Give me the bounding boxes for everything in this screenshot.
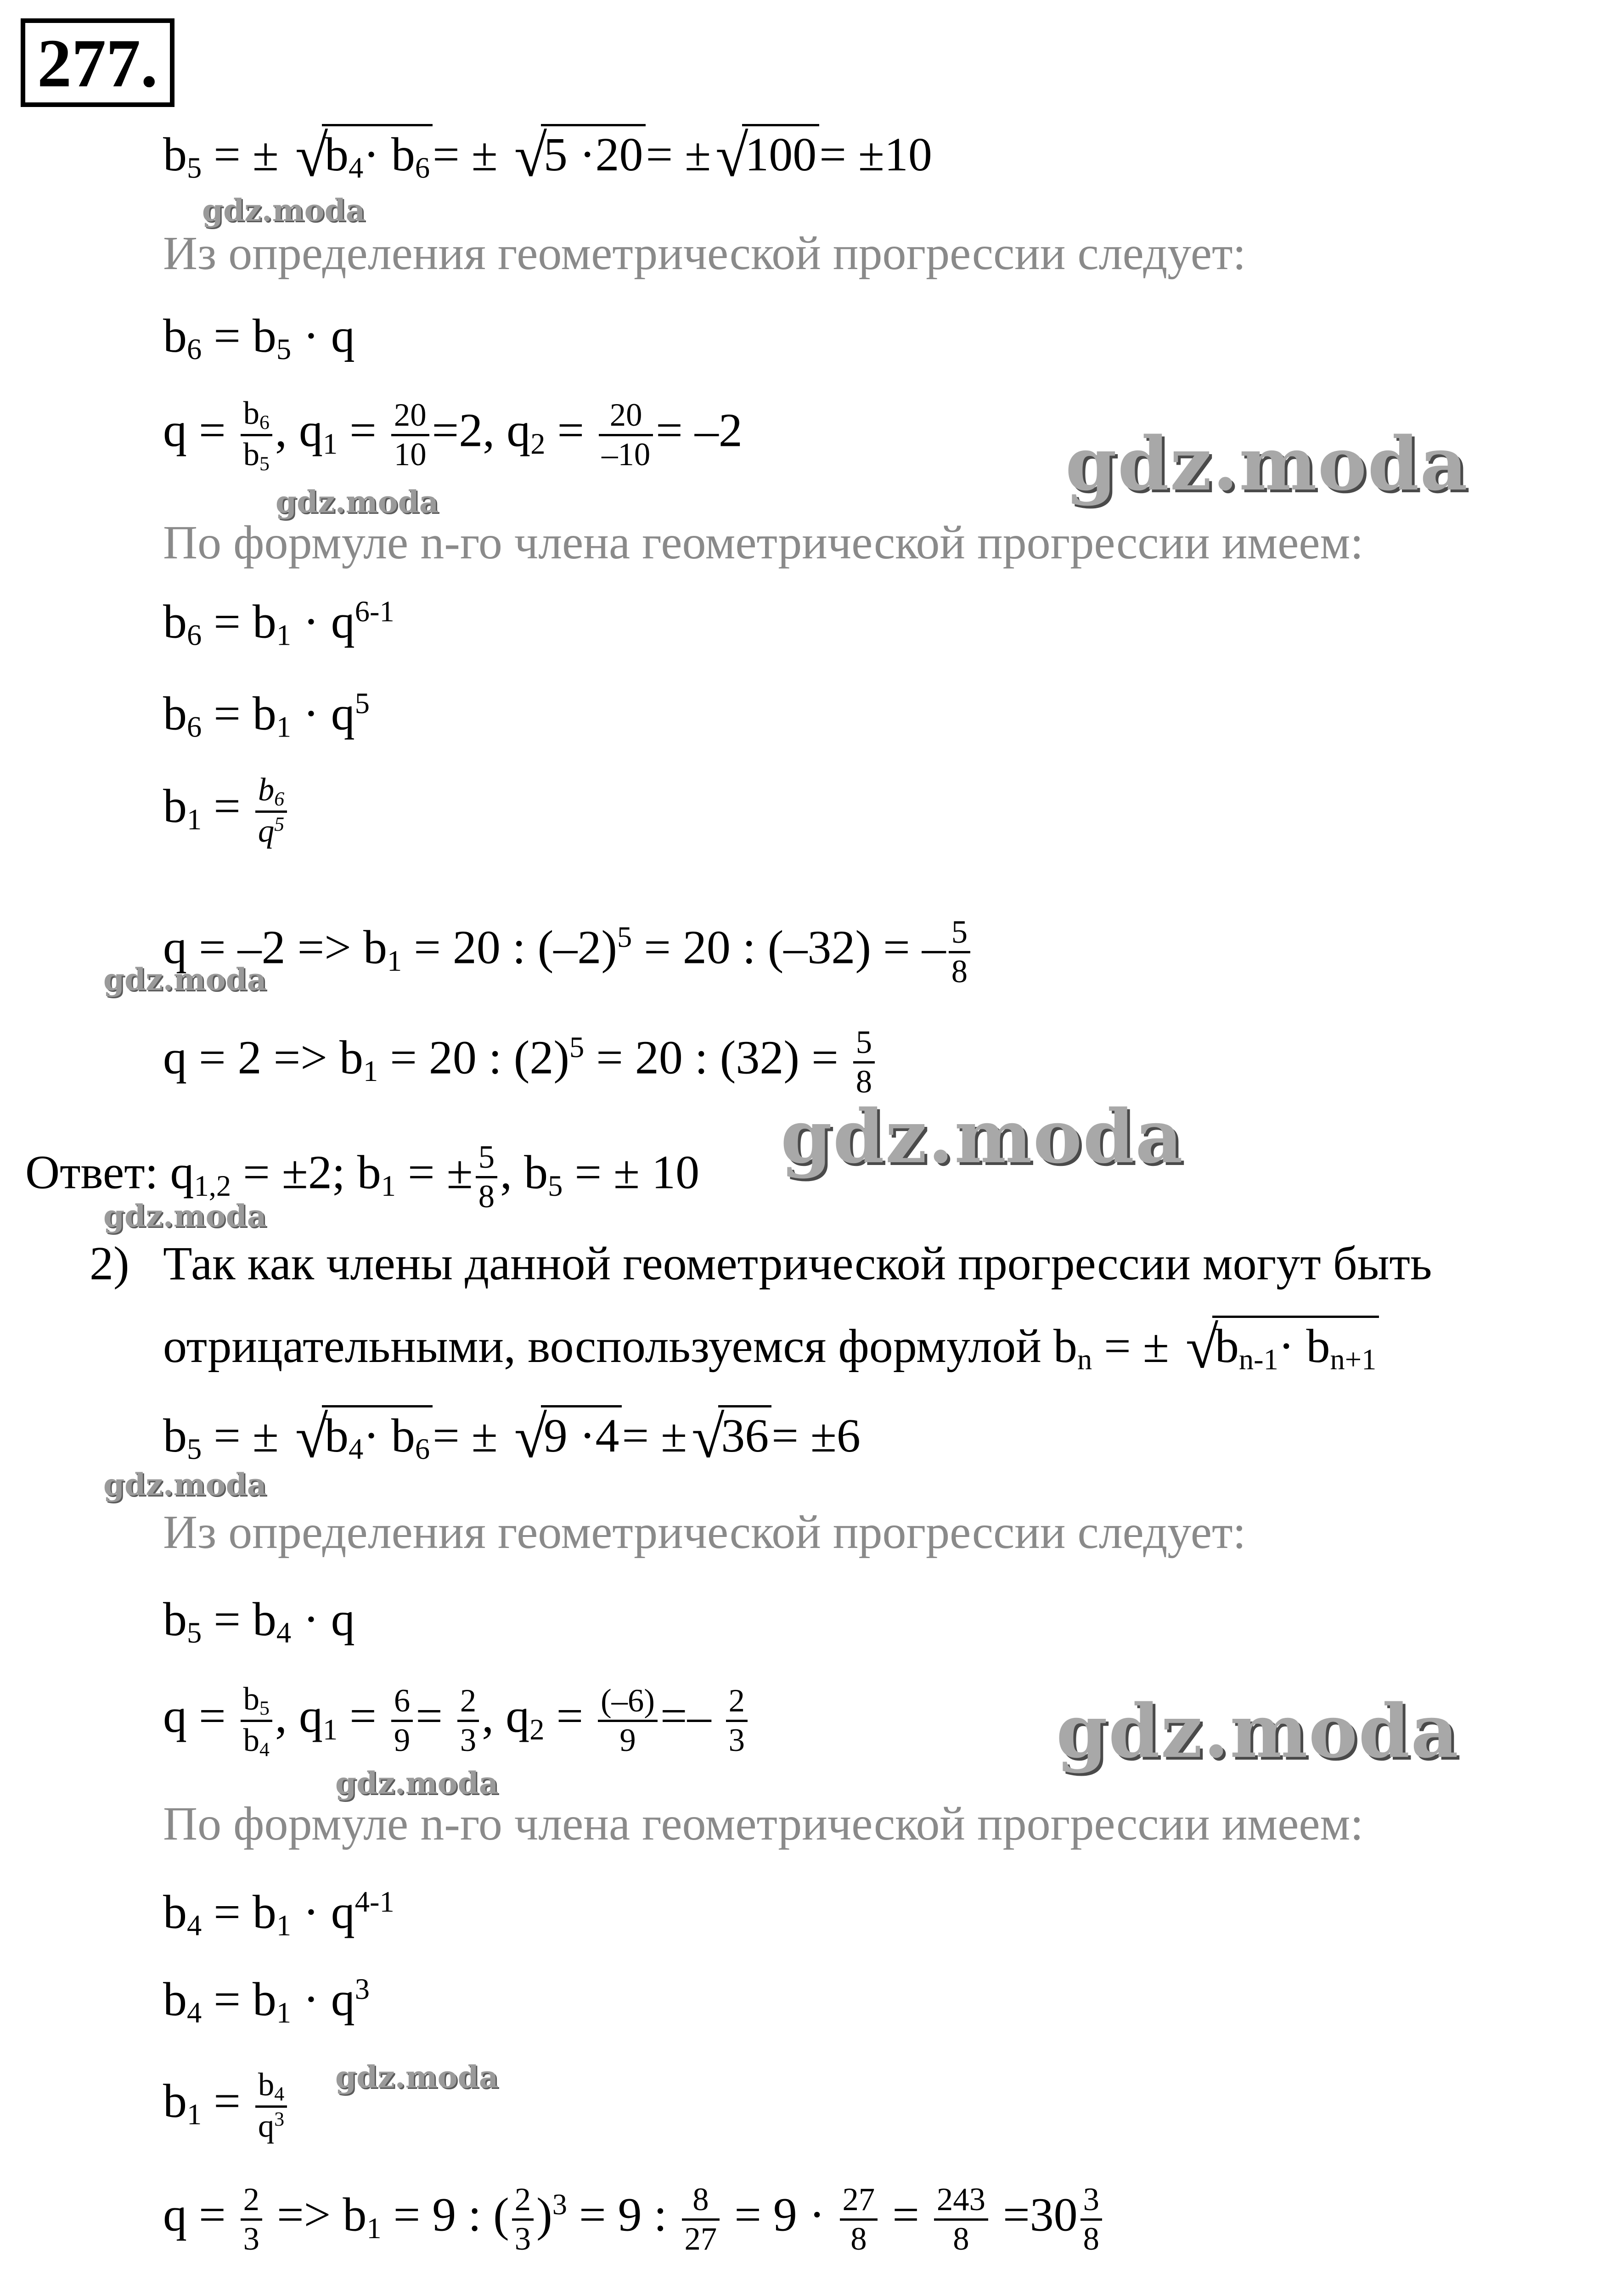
definition-text-2: Из определения геометрической прогрессии следует: (163, 1506, 1246, 1559)
line-b4-general: $b_4 = b_1 \cdot q^{4-1}$ (163, 1885, 394, 1942)
line-b1-frac-2: $b_1$ = $\frac{b_4}{q^3}$ (163, 2066, 290, 2145)
line-case-pos-2: q = $\frac{2}{3}$ => $b_1 = 9$ : ( $\frac{2}{3}$ )$^3$ = 9 : $\frac{8}{27}$ = 9 · $\frac{27}{8}$ = $\frac{243}{8}$ =30 $\frac{3}{8}$ (163, 2181, 1105, 2258)
line-b5-rel: $b_5 = b_4 \cdot q$ (163, 1593, 355, 1649)
watermark: gdz.moda (103, 1198, 267, 1234)
watermark: gdz.moda (781, 1093, 1184, 1180)
line-q-values-1: q = $\frac{b_6}{b_5}$ , $q_1$ = $\frac{20}{10}$ =2, $q_2$ = $\frac{20}{-10}$ = –2 (163, 395, 743, 475)
formula-text-2: По формуле n-го члена геометрической прогрессии имеем: (163, 1797, 1364, 1850)
definition-text-1: Из определения геометрической прогрессии следует: (163, 227, 1246, 280)
part2-label: 2) (90, 1237, 129, 1290)
line-b5-root-2: $b_5$ = ± √ $b_4\cdot b_6=$ ± √ 9 ·4= ±√ 36= ±6 (163, 1412, 861, 1464)
line-b1-frac-1: $b_1$ = $\frac{b_6}{q^5}$ (163, 771, 290, 850)
watermark: gdz.moda (276, 484, 439, 520)
part2-intro-line2: отрицательными, воспользуемся формулой $b_n$ = ± √ $b_{n-1}\cdot b_{n+1}$ (163, 1322, 1379, 1375)
line-q-values-2: q = $\frac{b_5}{b_4}$ , $q_1$ = $\frac{6}{9}$ = $\frac{2}{3}$ , $q_2$ = $\frac{(-6)}{9}$ =– $\frac{2}{3}$ (163, 1681, 750, 1761)
watermark: gdz.moda (335, 1765, 499, 1801)
line-b6-general: $b_6 = b_1 \cdot q^{6-1}$ (163, 595, 394, 652)
line-b6-rel: $b_6 = b_5 \cdot q$ (163, 310, 355, 366)
task-number: 277. (21, 18, 174, 107)
watermark: gdz.moda (202, 192, 366, 228)
formula-text-1: По формуле n-го члена геометрической прогрессии имеем: (163, 516, 1364, 569)
line-b6-q5: $b_6 = b_1 \cdot q^5$ (163, 687, 370, 743)
line-case-neg-1: $q = -2 => b_1 = 20$ : $(-2)^5 = 20$ : (–32) = – $\frac{5}{8}$ (163, 914, 973, 991)
watermark: gdz.moda (1065, 421, 1469, 507)
watermark: gdz.moda (1056, 1688, 1459, 1774)
part2-intro-line1: Так как члены данной геометрической прогрессии могут быть (163, 1237, 1432, 1290)
line-b4-q3: $b_4 = b_1 \cdot q^3$ (163, 1973, 370, 2029)
watermark: gdz.moda (103, 962, 267, 997)
watermark: gdz.moda (103, 1467, 267, 1503)
line-case-pos-1: $q = 2 => b_1 = 20$ : $(2)^5 = 20$ : (32) = $\frac{5}{8}$ (163, 1024, 878, 1101)
answer-1: Ответ: $q_{1,2} = \pm 2$; $b_1$ = ± $\frac{5}{8}$ , $b_5$ = ± 10 (25, 1139, 700, 1215)
watermark: gdz.moda (335, 2059, 499, 2095)
line-b5-root-1: $b_5$ = ± √ $b_4\cdot b_6=$ ± √ 5 ·20= ±√ 100= ±10 (163, 131, 932, 183)
